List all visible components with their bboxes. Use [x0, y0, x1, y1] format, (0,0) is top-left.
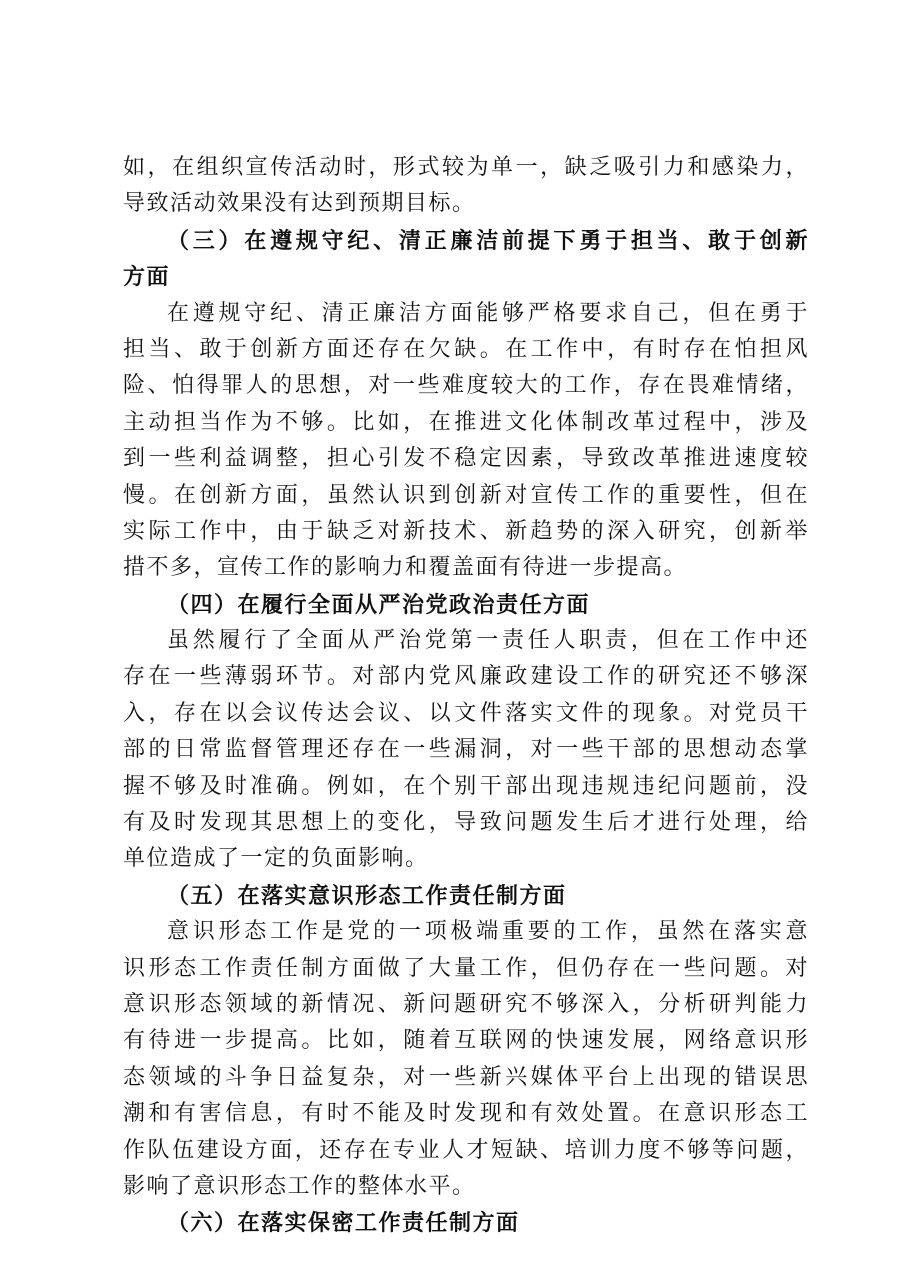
- paragraph-line: 虽然履行了全面从严治党第一责任人职责，但在工作中还: [167, 628, 809, 654]
- paragraph-line: 态领域的斗争日益复杂，对一些新兴媒体平台上出现的错误思: [123, 1064, 809, 1090]
- paragraph-line: 实际工作中，由于缺乏对新技术、新趋势的深入研究，创新举: [123, 518, 809, 544]
- paragraph-line: 意识形态领域的新情况、新问题研究不够深入，分析研判能力: [123, 991, 809, 1017]
- paragraph-line: 意识形态工作是党的一项极端重要的工作，虽然在落实意: [167, 919, 809, 945]
- document-body: [123, 150, 809, 1242]
- section-heading: （三）在遵规守纪、清正廉洁前提下勇于担当、敢于创新: [167, 227, 809, 254]
- paragraph-line: 主动担当作为不够。比如，在推进文化体制改革过程中，涉及: [123, 409, 809, 435]
- paragraph-line: 识形态工作责任制方面做了大量工作，但仍存在一些问题。对: [123, 955, 809, 981]
- section-heading-continued: 方面: [123, 264, 171, 291]
- paragraph-line: 握不够及时准确。例如，在个别干部出现违规违纪问题前，没: [123, 773, 809, 799]
- paragraph-line: 作队伍建设方面，还存在专业人才短缺、培训力度不够等问题，: [123, 1137, 809, 1163]
- paragraph-line: 如，在组织宣传活动时，形式较为单一，缺乏吸引力和感染力，: [123, 155, 809, 180]
- paragraph-line: 在遵规守纪、清正廉洁方面能够严格要求自己，但在勇于: [167, 300, 809, 326]
- paragraph-line: 部的日常监督管理还存在一些漏洞，对一些干部的思想动态掌: [123, 737, 809, 763]
- section-heading: （四）在履行全面从严治党政治责任方面: [167, 591, 591, 618]
- paragraph-line: 措不多，宣传工作的影响力和覆盖面有待进一步提高。: [123, 555, 688, 581]
- paragraph-line: 影响了意识形态工作的整体水平。: [123, 1173, 476, 1199]
- paragraph-line: 有待进一步提高。比如，随着互联网的快速发展，网络意识形: [123, 1028, 809, 1054]
- paragraph-line: 险、怕得罪人的思想，对一些难度较大的工作，存在畏难情绪，: [123, 373, 809, 399]
- paragraph-line: 导致活动效果没有达到预期目标。: [123, 191, 476, 217]
- paragraph-line: 潮和有害信息，有时不能及时发现和有效处置。在意识形态工: [123, 1101, 809, 1127]
- paragraph-line: 存在一些薄弱环节。对部内党风廉政建设工作的研究还不够深: [123, 664, 809, 690]
- paragraph-line: 单位造成了一定的负面影响。: [123, 846, 429, 872]
- section-heading: （五）在落实意识形态工作责任制方面: [167, 882, 567, 909]
- paragraph-line: 入，存在以会议传达会议、以文件落实文件的现象。对党员干: [123, 700, 809, 726]
- paragraph-line: 有及时发现其思想上的变化，导致问题发生后才进行处理，给: [123, 810, 809, 836]
- paragraph-line: 到一些利益调整，担心引发不稳定因素，导致改革推进速度较: [123, 446, 809, 472]
- paragraph-line: 慢。在创新方面，虽然认识到创新对宣传工作的重要性，但在: [123, 482, 809, 508]
- section-heading: （六）在落实保密工作责任制方面: [167, 1210, 520, 1237]
- paragraph-line: 担当、敢于创新方面还存在欠缺。在工作中，有时存在怕担风: [123, 336, 809, 362]
